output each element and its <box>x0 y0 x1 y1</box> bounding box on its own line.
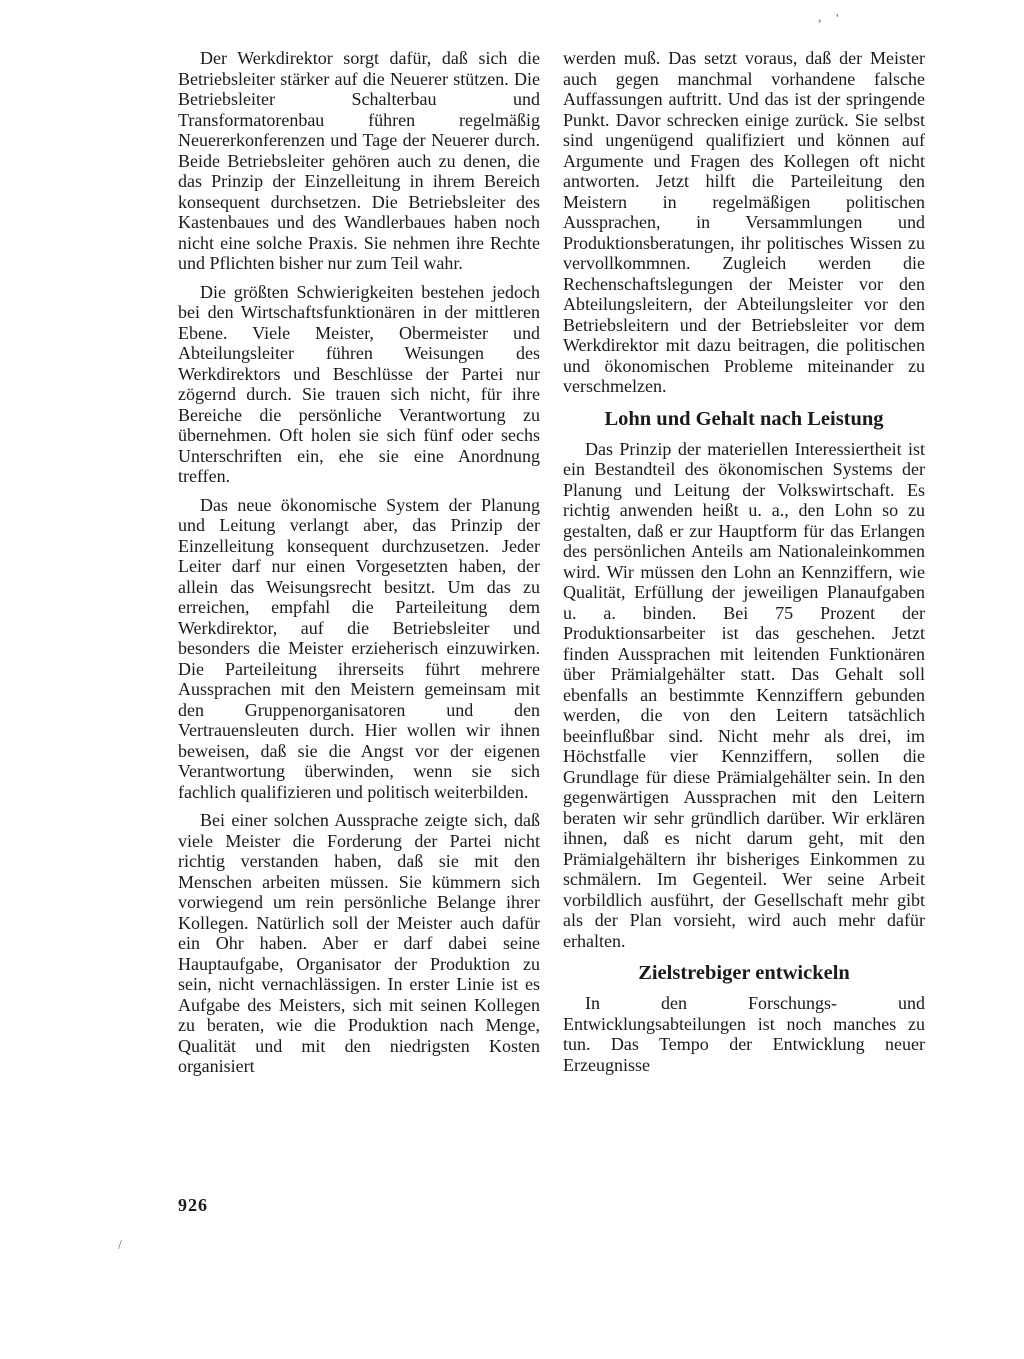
paragraph: werden muß. Das setzt voraus, daß der Meister auch gegen manchmal vorhandene falsche Auffassungen auftritt. Und das ist der springende Punkt. Davor schrecken einige zurück. Sie selbst sind ungenügend qualifiziert und können auf Argumente und Fragen des Kollegen oft nicht antworten. Jetzt hilft die Parteileitung den Meistern in regelmäßigen politischen Aussprachen, in Versammlungen und Produktionsberatungen, ihr politisches Wissen zu vervollkommnen. Zugleich werden die Rechenschaftslegungen der Meister vor den Abteilungsleitern, der Abteilungsleiter vor den Betriebsleitern und der Betriebsleiter vor dem Werkdirektor mit dazu beitragen, die politischen und ökonomischen Probleme miteinander zu verschmelzen. <box>563 48 925 396</box>
paragraph: Bei einer solchen Aussprache zeigte sich, daß viele Meister die Forderung der Partei nicht richtig verstanden haben, daß sie mit den Menschen arbeiten müssen. Sie kümmern sich vorwiegend um rein persönliche Belange ihrer Kollegen. Natürlich soll der Meister auch dafür ein Ohr haben. Aber er darf dabei seine Hauptaufgabe, Organisator der Produktion zu sein, nicht vernachlässigen. In erster Linie ist es Aufgabe des Meisters, sich mit seinen Kollegen zu beraten, wie die Produktion nach Menge, Qualität und mit den niedrigsten Kosten organisiert <box>178 810 540 1076</box>
paragraph: Das Prinzip der materiellen Interessiertheit ist ein Bestandteil des ökonomischen Systems der Planung und Leitung der Volkswirtschaft. Es richtig anwenden heißt u. a., den Lohn so zu gestalten, daß er zur Hauptform für das Erlangen des persönlichen Anteils am Nationaleinkommen wird. Wir müssen den Lohn an Kennziffern, wie Qualität, Erfüllung der jeweiligen Planaufgaben u. a. binden. Bei 75 Prozent der Produktionsarbeiter ist das geschehen. Jetzt finden Aussprachen mit leitenden Funktionären über Prämialgehälter statt. Das Gehalt soll ebenfalls an bestimmte Kennziffern gebunden werden, die von den Leitern tatsächlich beeinflußbar sind. Nicht mehr als drei, im Höchstfalle vier Kennziffern, sollen die Grundlage für diese Prämialgehälter sein. In den gegenwärtigen Aussprachen mit den Leitern beraten wir sehr gründlich darüber. Wir erklären ihnen, daß es nicht darum geht, mit den Prämialgehältern ihr bisheriges Einkommen zu schmälern. Im Gegenteil. Wer seine Arbeit vorbildlich ausführt, der Gesellschaft mehr gibt als der Plan vorsieht, wird auch mehr dafür erhalten. <box>563 438 925 951</box>
scan-mark: / <box>118 1238 122 1253</box>
scan-mark: , <box>818 10 822 25</box>
paragraph: Der Werkdirektor sorgt dafür, daß sich die Betriebsleiter stärker auf die Neuerer stützen. Die Betriebsleiter Schalterbau und Transformatorenbau führen regelmäßig Neuererkonferenzen und Tage der Neuerer durch. Beide Betriebsleiter gehören auch zu denen, die das Prinzip der Einzelleitung in ihrem Bereich konsequent durchsetzen. Die Betriebsleiter des Kastenbaues und des Wandlerbaues haben noch nicht eine solche Praxis. Sie nehmen ihre Rechte und Pflichten bisher nur zum Teil wahr. <box>178 48 540 273</box>
paragraph: In den Forschungs- und Entwicklungsabteilungen ist noch manches zu tun. Das Tempo der Entwicklung neuer Erzeugnisse <box>563 993 925 1075</box>
right-column <box>563 48 925 1083</box>
left-column <box>178 48 540 1085</box>
scan-mark: ' <box>836 12 839 27</box>
section-heading: Zielstrebiger entwickeln <box>638 962 850 984</box>
page-number: 926 <box>178 1195 208 1215</box>
section-heading: Lohn und Gehalt nach Leistung <box>604 407 884 430</box>
paragraph: Das neue ökonomische System der Planung und Leitung verlangt aber, das Prinzip der Einzelleitung konsequent durchzusetzen. Jeder Leiter darf nur einen Vorgesetzten haben, der allein das Weisungsrecht besitzt. Um das zu erreichen, empfahl die Parteileitung dem Werkdirektor, auf die Betriebsleiter und besonders die Meister erzieherisch einzuwirken. Die Parteileitung ihrerseits führt mehrere Aussprachen mit den Meistern gemeinsam mit den Gruppenorganisatoren und den Vertrauensleuten durch. Hier wollen wir ihnen beweisen, daß sie die Angst vor der eigenen Verantwortung überwinden, wenn sie sich fachlich qualifizieren und politisch weiterbilden. <box>178 494 540 802</box>
paragraph: Die größten Schwierigkeiten bestehen jedoch bei den Wirtschaftsfunktionären in der mittleren Ebene. Viele Meister, Obermeister und Abteilungsleiter führen Weisungen des Werkdirektors und Beschlüsse der Partei nur zögernd durch. Sie trauen sich nicht, für ihre Bereiche die persönliche Verantwortung zu übernehmen. Oft holen sie sich fünf oder sechs Unterschriften ein, ehe sie eine Anordnung treffen. <box>178 281 540 486</box>
